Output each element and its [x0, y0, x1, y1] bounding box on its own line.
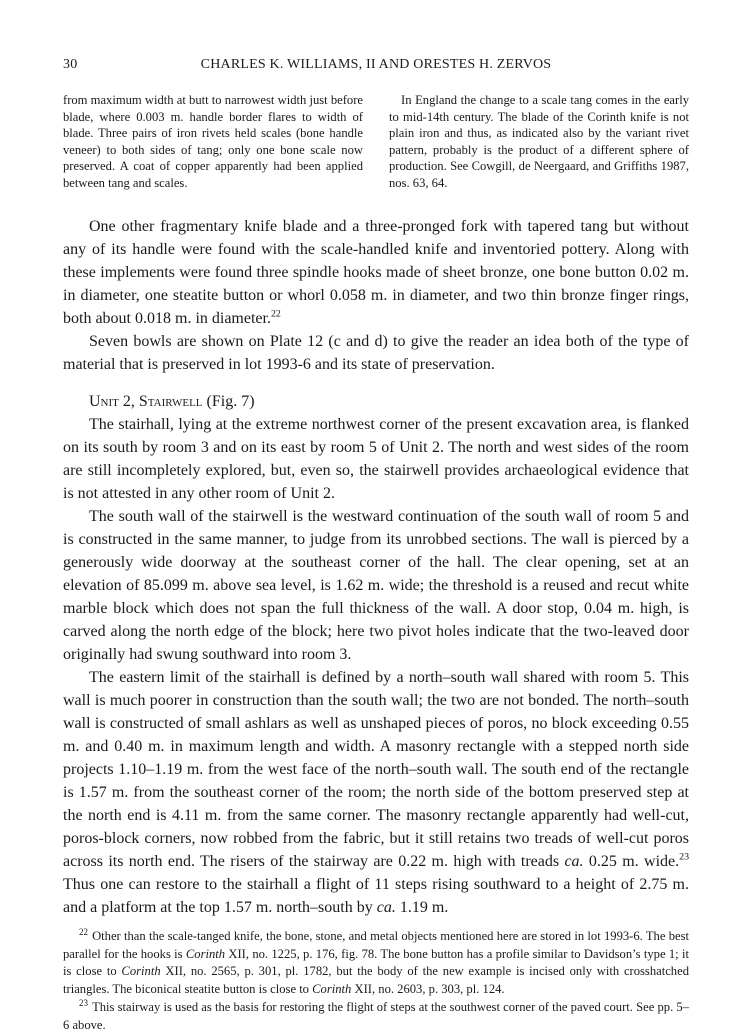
- italic-title: Corinth: [185, 946, 226, 961]
- footnote-22: [63, 928, 689, 998]
- paragraph-text: 0.25 m. wide.: [588, 853, 680, 870]
- section-heading: [63, 390, 689, 413]
- italic-title: Corinth: [312, 981, 352, 996]
- italic-ca: ca.: [564, 853, 584, 870]
- section-gap: [63, 376, 689, 390]
- footnote-text: Other than the scale-tanged knife, the bone, stone, and metal objects mentioned here are stored in lot 1993-6. The best parallel for the hooks is: [63, 929, 689, 961]
- running-head: CHARLES K. WILLIAMS, II AND ORESTES H. ZERVOS: [200, 57, 552, 72]
- paragraph-text: The eastern limit of the stairhall is defined by a north–south wall shared with room 5. This wall is much poorer in construction than the south wall; the two are not bonded. The north–south wall is constructed of small ashlars as well as unshaped pieces of poros, no block exceeding 0.55 m. and 0.40 m. in maximum length and width. A masonry rectangle with a stepped north side projects 1.10–1.19 m. from the west face of the north–south wall. The south end of the rectangle is 1.57 m. from the southeast corner of the room; the north side of the bottom preserved step at the north end is 4.11 m. from the same corner. The masonry rectangle apparently had well-cut, poros-block corners, now robbed from the fabric, but it still retains two treads of well-cut poros across its north end. The risers of the stairway are 0.22 m. high with treads: [63, 669, 689, 870]
- main-text: [63, 215, 689, 919]
- footnote-text: XII, no. 2565, p. 301, pl. 1782, but the body of the new example is incised only with crosshatched triangles. The biconical steatite button is close to: [63, 964, 689, 996]
- paragraph: [63, 666, 689, 919]
- paragraph: [63, 215, 689, 330]
- paragraph: The south wall of the stairwell is the westward continuation of the south wall of room 5 and is constructed in the same manner, to judge from its unrobbed sections. The wall is pierced by a generously wide doorway at the southeast corner of the hall. The clear opening, set at an elevation of 85.099 m. above sea level, is 1.62 m. wide; the threshold is a reused and recut white marble block which does not span the full thickness of the wall. A door stop, 0.04 m. high, is carved along the north edge of the block; here two pivot holes indicate that the two-leaved door originally had swung southward into room 3.: [63, 508, 689, 663]
- italic-title: Corinth: [121, 964, 161, 978]
- page-number: 30: [63, 57, 78, 72]
- top-columns: [63, 92, 689, 191]
- left-column: [63, 92, 363, 191]
- paragraph-text: Thus one can restore to the stairhall a flight of 11 steps rising southward to a height of 2.75 m. and a platform at the top 1.57 m. north–south by: [63, 876, 689, 916]
- footnote-ref[interactable]: 22: [270, 308, 281, 320]
- footnote-text: This stairway is used as the basis for restoring the flight of steps at the southwest corner of the paved court. See pp. 5–6 above.: [63, 1000, 689, 1032]
- footnote-mark: 23: [79, 997, 89, 1008]
- italic-ca: ca.: [376, 899, 396, 916]
- footnote-23: [63, 999, 689, 1034]
- figure-ref[interactable]: (Fig. 7): [206, 393, 255, 410]
- paragraph-text: 1.19 m.: [399, 899, 449, 916]
- right-column: [389, 92, 689, 191]
- footnotes: [63, 928, 689, 1034]
- left-column-text: from maximum width at butt to narrowest width just before blade, where 0.003 m. handle border flares to width of blade. Three pairs of iron rivets held scales (bone handle veneer) to both sides of tang; only one bone scale now preserved. A coat of copper apparently had been applied between tang and scales.: [63, 93, 363, 190]
- footnote-ref[interactable]: 23: [679, 851, 690, 863]
- page: [63, 57, 689, 1035]
- footnote-mark: 22: [79, 926, 89, 937]
- paragraph: The stairhall, lying at the extreme northwest corner of the present excavation area, is flanked on its south by room 3 and on its east by room 5 of Unit 2. The north and west sides of the room are still incompletely explored, but, even so, the stairwell provides archaeological evidence that is not attested in any other room of Unit 2.: [63, 416, 689, 502]
- page-header: [63, 57, 689, 79]
- section-unit: Unit 2,: [89, 393, 135, 410]
- footnote-text: XII, no. 2603, p. 303, pl. 124.: [354, 981, 505, 996]
- section-room: Stairwell: [138, 393, 203, 410]
- paragraph: Seven bowls are shown on Plate 12 (c and d) to give the reader an idea both of the type of material that is preserved in lot 1993-6 and its state of preservation.: [63, 333, 689, 373]
- footnote-text: XII, no. 1225, p. 176, fig. 78. The bone button has a profile similar to Davidson’s type 1; it is close to: [63, 946, 689, 978]
- right-column-text: In England the change to a scale tang comes in the early to mid-14th century. The blade of the Corinth knife is not plain iron and thus, as indicated also by the variant rivet pattern, probably is the product of a different sphere of production. See Cowgill, de Neergaard, and Griffiths 1987, nos. 63, 64.: [389, 93, 689, 190]
- paragraph-text: One other fragmentary knife blade and a three-pronged fork with tapered tang but without any of its handle were found with the scale-handled knife and inventoried pottery. Along with these implements were found three spindle hooks made of sheet bronze, one bone button 0.02 m. in diameter, one steatite button or whorl 0.058 m. in diameter, and two thin bronze finger rings, both about 0.018 m. in diameter.: [63, 218, 689, 327]
